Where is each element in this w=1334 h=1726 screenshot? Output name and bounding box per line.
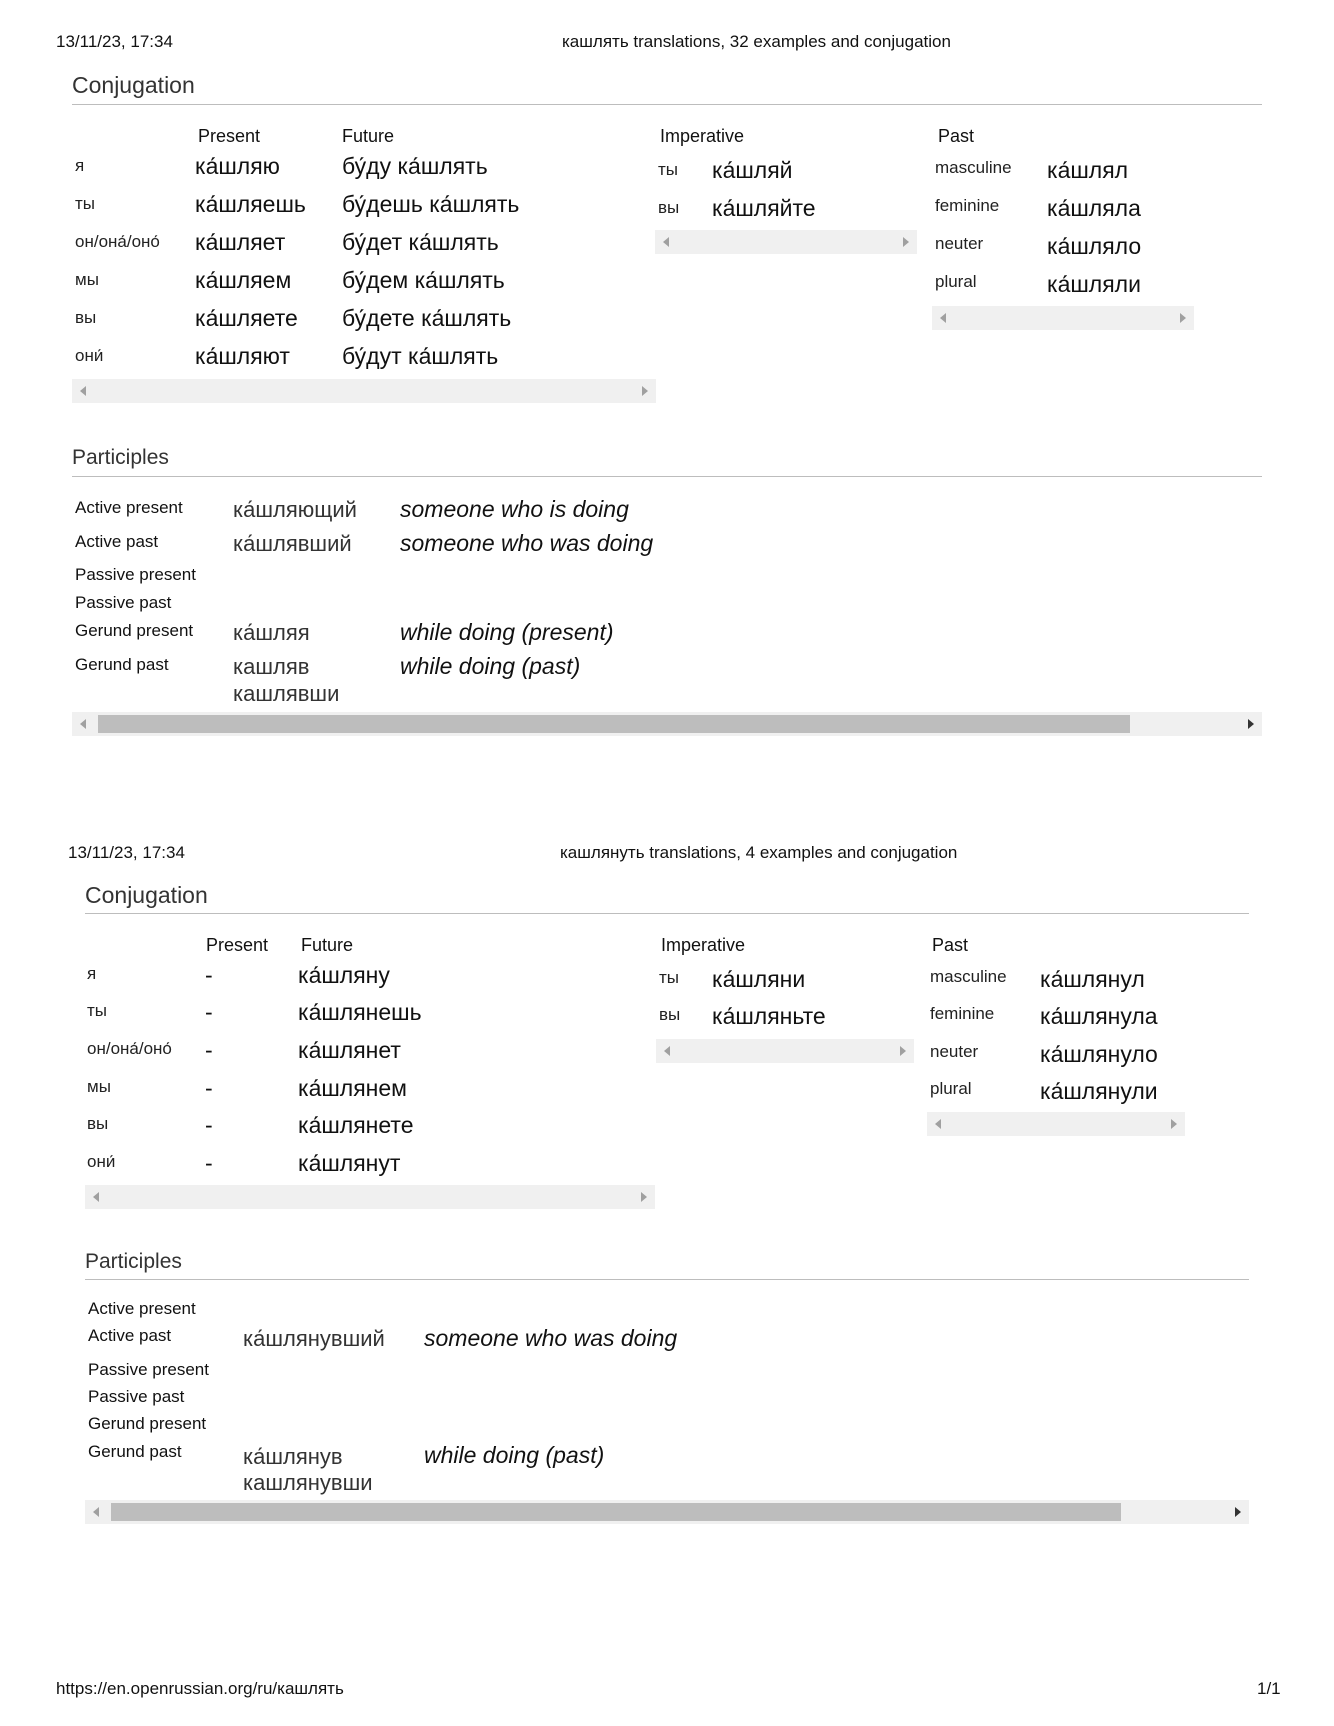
scroll-left-arrow-icon[interactable] (664, 1046, 670, 1056)
participle-label: Gerund past (88, 1442, 182, 1461)
participle-meaning: while doing (past) (424, 1442, 605, 1468)
present-form: - (205, 1150, 213, 1176)
column-header-future: Future (342, 126, 395, 146)
pronoun: они́ (75, 346, 104, 365)
present-form: ка́шляю (195, 153, 280, 179)
present-form: - (205, 1037, 213, 1063)
present-form: ка́шляете (195, 305, 298, 331)
participle-label: Passive past (75, 593, 172, 612)
conjugation-heading-2: Conjugation (85, 882, 208, 908)
horizontal-scrollbar[interactable] (656, 1039, 914, 1063)
scroll-right-arrow-icon[interactable] (642, 386, 648, 396)
participle-label: Gerund present (88, 1414, 207, 1433)
horizontal-scrollbar[interactable] (85, 1185, 655, 1209)
scroll-left-arrow-icon[interactable] (935, 1119, 941, 1129)
participle-label: Active present (75, 498, 183, 517)
pronoun: они́ (87, 1152, 116, 1171)
future-form: бу́дут ка́шлять (342, 343, 499, 369)
participle-label: Gerund present (75, 621, 194, 640)
scroll-right-arrow-icon[interactable] (1248, 719, 1254, 729)
participle-form: ка́шляющий (233, 497, 357, 522)
future-form: бу́ду ка́шлять (342, 153, 488, 179)
participle-label: Active present (88, 1299, 196, 1318)
participle-form: ка́шлянувший (243, 1326, 385, 1351)
column-header-past: Past (932, 935, 969, 955)
scroll-right-arrow-icon[interactable] (1171, 1119, 1177, 1129)
future-form: ка́шлянете (298, 1112, 414, 1138)
pronoun: он/она́/оно́ (87, 1039, 172, 1058)
future-form: бу́дет ка́шлять (342, 229, 499, 255)
pronoun: ты (87, 1001, 108, 1020)
imperative-form: ка́шляньте (712, 1003, 826, 1029)
scroll-left-arrow-icon[interactable] (940, 313, 946, 323)
pronoun: вы (658, 198, 680, 217)
pronoun: я (87, 964, 97, 983)
horizontal-scrollbar[interactable] (932, 306, 1194, 330)
participle-form: кашляв (233, 654, 310, 679)
conjugation-heading-1: Conjugation (72, 72, 195, 98)
past-form: ка́шлянул (1040, 966, 1145, 992)
past-form: ка́шлянуло (1040, 1041, 1158, 1067)
imperative-form: ка́шляни (712, 966, 806, 992)
future-form: ка́шляну (298, 962, 390, 988)
scroll-right-arrow-icon[interactable] (1235, 1507, 1241, 1517)
scroll-left-arrow-icon[interactable] (80, 386, 86, 396)
horizontal-scrollbar[interactable] (72, 379, 656, 403)
past-form: ка́шляли (1047, 271, 1141, 297)
section-divider (72, 104, 1262, 105)
participles-heading-2: Participles (85, 1250, 182, 1273)
past-form: ка́шляла (1047, 195, 1141, 221)
future-form: ка́шлянем (298, 1075, 407, 1101)
scroll-left-arrow-icon[interactable] (93, 1507, 99, 1517)
participle-meaning: someone who was doing (424, 1325, 678, 1351)
participle-meaning: while doing (present) (400, 619, 614, 645)
participle-label: Passive present (88, 1360, 209, 1379)
column-header-imperative: Imperative (660, 126, 745, 146)
column-header-present: Present (206, 935, 269, 955)
pronoun: вы (75, 308, 97, 327)
future-form: бу́дешь ка́шлять (342, 191, 520, 217)
imperative-form: ка́шляй (712, 157, 793, 183)
pronoun: я (75, 156, 85, 175)
present-form: ка́шляем (195, 267, 292, 293)
participle-label: Passive past (88, 1387, 185, 1406)
pronoun: мы (87, 1077, 111, 1096)
past-form: ка́шлял (1047, 157, 1129, 183)
pronoun: вы (659, 1005, 681, 1024)
pronoun: мы (75, 270, 99, 289)
present-form: ка́шляет (195, 229, 286, 255)
scrollbar-thumb[interactable] (98, 715, 1130, 733)
gender-label: neuter (935, 234, 984, 253)
participle-meaning: someone who was doing (400, 530, 654, 556)
scroll-right-arrow-icon[interactable] (641, 1192, 647, 1202)
scrollbar-thumb[interactable] (111, 1503, 1121, 1521)
print-footer-url: https://en.openrussian.org/ru/кашлять (56, 1679, 344, 1698)
column-header-past: Past (938, 126, 975, 146)
gender-label: masculine (935, 158, 1012, 177)
participle-form-alt: кашлянувши (243, 1470, 373, 1495)
imperative-form: ка́шляйте (712, 195, 816, 221)
past-form: ка́шляло (1047, 233, 1142, 259)
horizontal-scrollbar[interactable] (85, 1500, 1249, 1524)
participle-form: ка́шлянув (243, 1444, 343, 1469)
section-divider (72, 476, 1262, 477)
participle-label: Gerund past (75, 655, 169, 674)
present-form: - (205, 1075, 213, 1101)
pronoun: ты (658, 160, 679, 179)
gender-label: neuter (930, 1042, 979, 1061)
pronoun: он/она́/оно́ (75, 232, 160, 251)
gender-label: plural (935, 272, 977, 291)
present-form: - (205, 962, 213, 988)
participle-meaning: someone who is doing (400, 496, 629, 522)
present-form: ка́шляют (195, 343, 290, 369)
print-header-timestamp-1: 13/11/23, 17:34 (56, 32, 173, 51)
gender-label: plural (930, 1079, 972, 1098)
horizontal-scrollbar[interactable] (655, 230, 917, 254)
pronoun: ты (659, 968, 680, 987)
future-form: ка́шлянут (298, 1150, 401, 1176)
future-form: бу́дете ка́шлять (342, 305, 512, 331)
print-footer-page-number: 1/1 (1257, 1679, 1281, 1698)
scroll-left-arrow-icon[interactable] (663, 237, 669, 247)
participle-meaning: while doing (past) (400, 653, 581, 679)
past-form: ка́шлянула (1040, 1003, 1158, 1029)
horizontal-scrollbar[interactable] (72, 712, 1262, 736)
scroll-left-arrow-icon[interactable] (80, 719, 86, 729)
participle-form: ка́шлявший (233, 531, 352, 556)
section-divider (85, 913, 1249, 914)
print-header-title-1: кашлять translations, 32 examples and conjugation (562, 32, 951, 51)
present-form: - (205, 1112, 213, 1138)
participle-label: Passive present (75, 565, 196, 584)
gender-label: feminine (935, 196, 1000, 215)
future-form: ка́шлянешь (298, 999, 422, 1025)
print-header-timestamp-2: 13/11/23, 17:34 (68, 843, 185, 862)
scroll-right-arrow-icon[interactable] (903, 237, 909, 247)
pronoun: ты (75, 194, 96, 213)
section-divider (85, 1279, 1249, 1280)
participle-form-alt: кашлявши (233, 681, 340, 706)
participles-heading-1: Participles (72, 446, 169, 469)
scroll-right-arrow-icon[interactable] (900, 1046, 906, 1056)
present-form: ка́шляешь (195, 191, 306, 217)
horizontal-scrollbar[interactable] (927, 1112, 1185, 1136)
present-form: - (205, 999, 213, 1025)
past-form: ка́шлянули (1040, 1078, 1158, 1104)
pronoun: вы (87, 1114, 109, 1133)
print-header-title-2: кашлянуть translations, 4 examples and conjugation (560, 843, 958, 862)
scroll-left-arrow-icon[interactable] (93, 1192, 99, 1202)
gender-label: feminine (930, 1004, 995, 1023)
gender-label: masculine (930, 967, 1007, 986)
participle-label: Active past (88, 1326, 172, 1345)
column-header-present: Present (198, 126, 261, 146)
future-form: бу́дем ка́шлять (342, 267, 505, 293)
scroll-right-arrow-icon[interactable] (1180, 313, 1186, 323)
participle-form: ка́шляя (233, 620, 310, 645)
participle-label: Active past (75, 532, 159, 551)
column-header-future: Future (301, 935, 354, 955)
future-form: ка́шлянет (298, 1037, 401, 1063)
column-header-imperative: Imperative (661, 935, 746, 955)
